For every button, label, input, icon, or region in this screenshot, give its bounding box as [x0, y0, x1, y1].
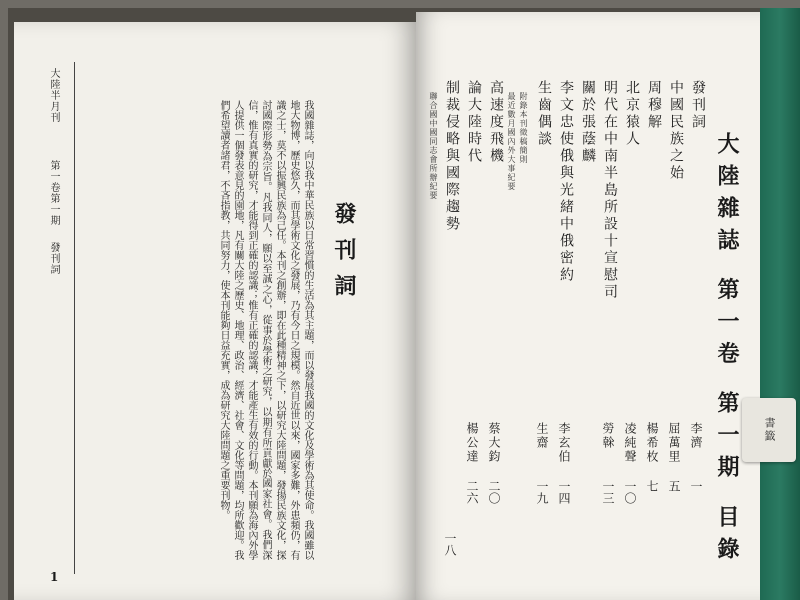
toc-subnote: 最近數月國內外大事紀要: [507, 92, 516, 191]
toc-subnote: 附錄本刊徵稿簡則: [519, 92, 528, 164]
toc-entry-title: 周穆解: [646, 80, 662, 131]
open-book: [8, 8, 800, 600]
toc-entry-page: 一八: [443, 532, 457, 556]
toc-entry-title: 明代在中南半島所設十宣慰司: [602, 80, 618, 301]
essay-title: 發刊詞: [331, 202, 357, 310]
toc-entry-title: 發刊詞: [690, 80, 706, 131]
toc-entry-page: 一三: [601, 480, 615, 504]
header-rule: [74, 62, 75, 574]
table-of-contents: [416, 12, 768, 600]
toc-entry-page: 一: [689, 480, 703, 492]
toc-entry-author: 屈萬里: [667, 422, 681, 464]
toc-entry-title: 李文忠使俄與光緒中俄密約: [558, 80, 574, 284]
toc-entry-author: 勞榦: [601, 422, 615, 450]
toc-entry-author: 楊公達: [465, 422, 479, 464]
running-head: 大陸半月刊: [48, 68, 59, 123]
book-cover-edge: [760, 8, 800, 600]
toc-entry-page: 一四: [557, 480, 571, 504]
toc-entry-page: 一〇: [623, 480, 637, 504]
left-page: [14, 22, 416, 600]
toc-entry-title: 論大陸時代: [466, 80, 482, 165]
toc-entry-page: 二〇: [487, 480, 501, 504]
toc-entry-title: 關於張蔭麟: [580, 80, 596, 165]
toc-entry-author: 楊希枚: [645, 422, 659, 464]
bookmark-tab[interactable]: 書籤: [742, 398, 796, 462]
book-spread: [8, 8, 800, 600]
toc-entry-title: 高速度飛機: [488, 80, 504, 165]
toc-entry-page: 一九: [535, 480, 549, 504]
toc-entry-title: 北京猿人: [624, 80, 640, 148]
toc-entry-author: 李濟: [689, 422, 703, 450]
essay-body: 我國雜誌，向以我中華民族以日常習慣的生活為其主題，而以發展我國的文化及學術為其使命。我國雖以地大物博，歷史悠久，而其學術文化之發展，乃有今日之規模。然自近世以來，國家多難，外患頻仍，有識之士，莫不以振興民族為己任。本刊之創辦，即在此種精神之下，以研究大陸問題，發揚民族文化，探討國際形勢為宗旨。凡我同人，願以至誠之心，從事於學術之研究，以期有所貢獻於國家社會。我們深信，惟有真實的研究，才能得到正確的認識；惟有正確的認識，才能產生有效的行動。本刊願為海內外學人提供一個發表意見的園地，凡有關大陸之歷史、地理、政治、經濟、社會、文化等問題，均所歡迎。我們希望讀者諸君，不吝指教，共同努力，使本刊能夠日益充實，成為研究大陸問題之重要刊物。: [218, 100, 313, 560]
toc-entry-author: 生齋: [535, 422, 549, 450]
toc-entry-title: 中國民族之始: [668, 80, 684, 182]
toc-entry-title: 制裁侵略與國際趨勢: [444, 80, 460, 233]
toc-title: 大陸雜誌 第一卷 第一期 目錄: [714, 132, 740, 569]
toc-entry-author: 凌純聲: [623, 422, 637, 464]
page-number: 1: [50, 570, 59, 584]
issue-number: 第一卷第一期: [48, 160, 59, 226]
section-mark: 發刊詞: [48, 242, 59, 275]
toc-entry-page: 二六: [465, 480, 479, 504]
toc-entry-page: 五: [667, 480, 681, 492]
toc-entry-page: 七: [645, 480, 659, 492]
right-page: [416, 12, 768, 600]
toc-subnote: 聯合國中國同志會所辦紀要: [429, 92, 438, 200]
toc-entry-title: 生齒偶談: [536, 80, 552, 148]
toc-entry-author: 蔡大鈞: [487, 422, 501, 464]
toc-entry-author: 李玄伯: [557, 422, 571, 464]
